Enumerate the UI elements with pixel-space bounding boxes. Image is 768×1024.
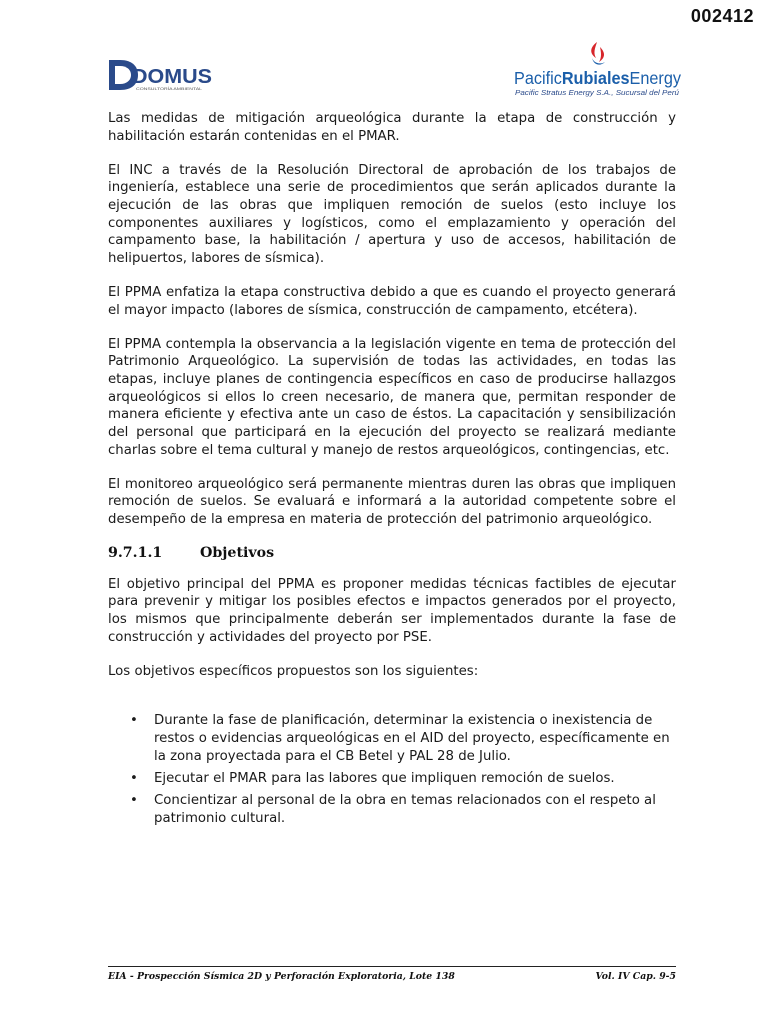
bullet-icon: • — [130, 771, 138, 787]
footer-document-title: EIA - Prospección Sísmica 2D y Perforación Exploratoria, Lote 138 — [108, 971, 455, 982]
paragraph: Los objetivos específicos propuestos son los siguientes: — [108, 663, 479, 679]
flame-icon — [591, 42, 605, 65]
paragraph: El INC a través de la Resolución Directoral de aprobación de los trabajos de ingeniería, establece una serie de procedimientos que serán aplicados durante la ejecución de las obras que impliquen remoción de suelos (esto incluye los componentes auxiliares y logísticos, como el emplazamiento y operación del campamento base, la habilitación / apertura y uso de accesos, habilitación de helipuertos, labores de sísmica). — [108, 162, 676, 267]
objectives-list — [108, 712, 676, 827]
list-item — [108, 792, 676, 827]
domus-logo-tagline: CONSULTORÍA AMBIENTAL — [136, 87, 202, 91]
pacific-logo-tagline: Pacific Stratus Energy S.A., Sucursal del Perú — [515, 90, 680, 97]
paragraph: Las medidas de mitigación arqueológica durante la etapa de construcción y habilitación estarán contenidas en el PMAR. — [108, 111, 676, 144]
list-item-text: Concientizar al personal de la obra en temas relacionados con el respeto al patrimonio cultural. — [154, 793, 656, 827]
list-item — [108, 712, 676, 765]
section-title: Objetivos — [200, 545, 275, 561]
footer-divider — [108, 966, 676, 967]
paragraph: El PPMA contempla la observancia a la legislación vigente en tema de protección del Patrimonio Arqueológico. La supervisión de todas las actividades, en todas las etapas, incluye planes de contingencia específicos en caso de producirse hallazgos arqueológicos si ellos lo creen necesario, de manera que, permitan responder de manera eficiente y efectiva ante un caso de éstos. La capacitación y sensibilización del personal que participará en la ejecución del proyecto se realizará mediante charlas sobre el tema cultural y manejo de restos arqueológicos, contingencias, etc. — [108, 336, 676, 458]
page-number: 002412 — [690, 6, 754, 26]
domus-logo — [106, 56, 216, 94]
footer-page-reference: Vol. IV Cap. 9-5 — [595, 971, 676, 982]
domus-logo-text: DOMUS — [132, 66, 212, 88]
section-number: 9.7.1.1 — [108, 545, 163, 561]
bullet-icon: • — [130, 713, 138, 729]
paragraph: El monitoreo arqueológico será permanente mientras duren las obras que impliquen remoción de suelos. Se evaluará e informará a la autoridad competente sobre el desempeño de la empresa en materia de protección del patrimonio arqueológico. — [108, 476, 676, 528]
bullet-icon: • — [130, 793, 138, 809]
paragraph: El PPMA enfatiza la etapa constructiva debido a que es cuando el proyecto generará el mayor impacto (labores de sísmica, construcción de campamento, etcétera). — [108, 285, 676, 318]
list-item-text: Durante la fase de planificación, determinar la existencia o inexistencia de restos o evidencias arqueológicas en el AID del proyecto, específicamente en la zona proyectada para el CB Betel y PAL 28 de Julio. — [154, 713, 670, 764]
paragraph: El objetivo principal del PPMA es proponer medidas técnicas factibles de ejecutar para prevenir y mitigar los posibles efectos e impactos generados por el proyecto, los mismos que principalmente deberán ser implementados durante la fase de construcción y actividades del proyecto por PSE. — [108, 576, 676, 645]
section-heading — [108, 545, 676, 563]
list-item-text: Ejecutar el PMAR para las labores que impliquen remoción de suelos. — [154, 771, 615, 787]
list-item — [108, 770, 676, 788]
document-body — [108, 110, 676, 832]
pacific-logo-wordmark: PacificRubialesEnergy — [514, 68, 685, 88]
pacific-rubiales-logo — [510, 38, 685, 102]
